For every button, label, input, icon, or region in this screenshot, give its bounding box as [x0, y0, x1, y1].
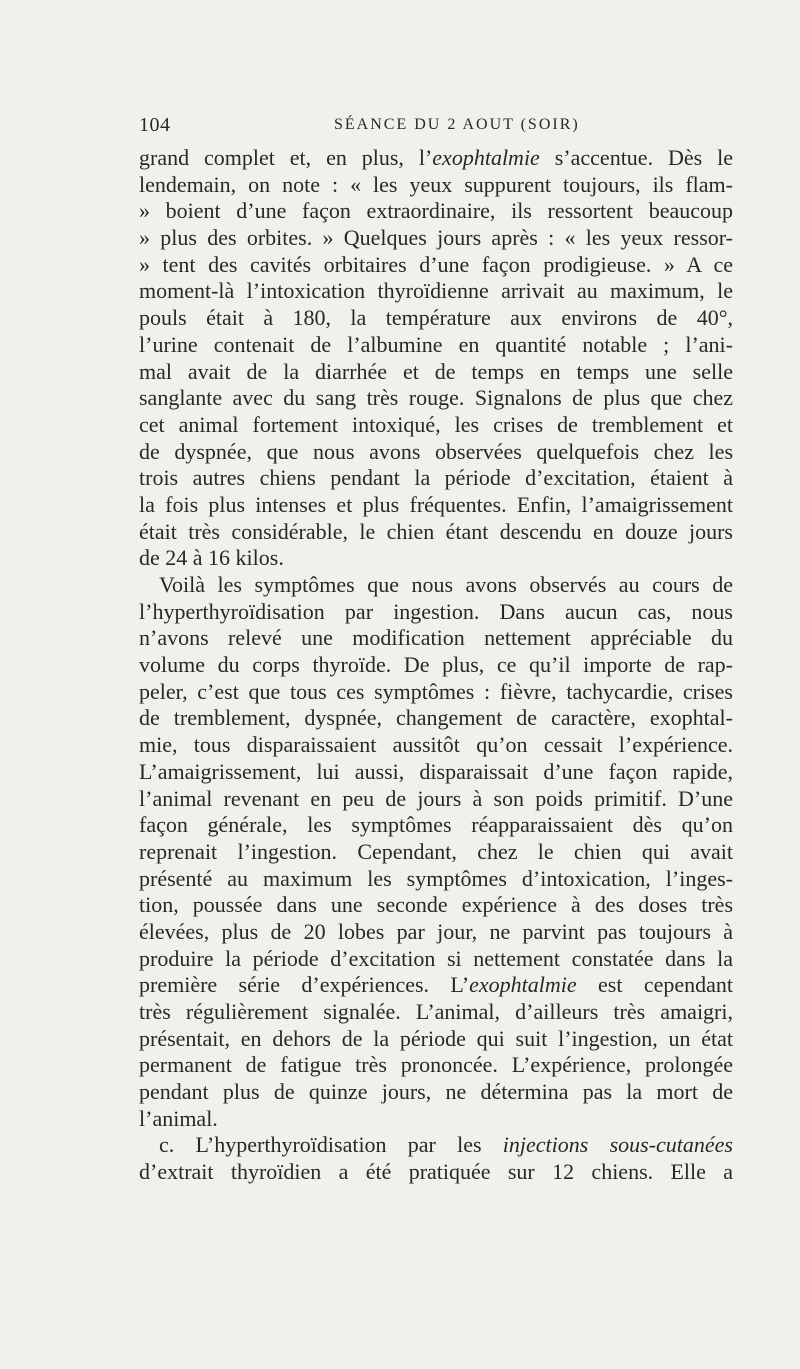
- text-line: pouls était à 180, la température aux environs de 40°,: [139, 305, 733, 331]
- text-line: volume du corps thyroïde. De plus, ce qu’il importe de rap-: [139, 652, 733, 678]
- text-line: l’hyperthyroïdisation par ingestion. Dans aucun cas, nous: [139, 598, 733, 624]
- text-line: sanglante avec du sang très rouge. Signalons de plus que chez: [139, 385, 733, 411]
- text-line: la fois plus intenses et plus fréquentes. Enfin, l’amaigrissement: [139, 491, 733, 517]
- text-line: de dyspnée, que nous avons observées quelquefois chez les: [139, 438, 733, 464]
- page-header: [139, 114, 733, 138]
- text-line: mal avait de la diarrhée et de temps en temps une selle: [139, 358, 733, 384]
- text-line: présentait, en dehors de la période qui suit l’ingestion, un état: [139, 1025, 733, 1051]
- text-line: trois autres chiens pendant la période d’excitation, étaient à: [139, 465, 733, 491]
- running-head: SÉANCE DU 2 AOUT (SOIR): [334, 116, 580, 133]
- text-line: c. L’hyperthyroïdisation par les injections sous-cutanées: [159, 1132, 733, 1158]
- text-line: grand complet et, en plus, l’exophtalmie s’accentue. Dès le: [139, 145, 733, 170]
- text-line: de 24 à 16 kilos.: [139, 545, 284, 571]
- text-line: reprenait l’ingestion. Cependant, chez le chien qui avait: [139, 838, 733, 864]
- text-line: l’urine contenait de l’albumine en quantité notable ; l’ani-: [139, 331, 733, 357]
- text-line: de tremblement, dyspnée, changement de caractère, exophtal-: [139, 705, 733, 731]
- text-line: L’amaigrissement, lui aussi, disparaissait d’une façon rapide,: [139, 758, 733, 784]
- text-line: cet animal fortement intoxiqué, les crises de tremblement et: [139, 411, 733, 437]
- text-line: » plus des orbites. » Quelques jours après : « les yeux ressor-: [139, 225, 733, 251]
- text-line: d’extrait thyroïdien a été pratiquée sur 12 chiens. Elle a: [139, 1159, 733, 1185]
- text-line: très régulièrement signalée. L’animal, d’ailleurs très amaigri,: [139, 999, 733, 1024]
- text-line: présenté au maximum les symptômes d’intoxication, l’inges-: [139, 865, 733, 891]
- text-line: première série d’expériences. L’exophtalmie est cependant: [139, 972, 733, 998]
- text-line: Voilà les symptômes que nous avons observés au cours de: [159, 572, 733, 597]
- body-text: [139, 145, 733, 1186]
- text-line: moment-là l’intoxication thyroïdienne arrivait au maximum, le: [139, 278, 733, 304]
- text-line: élevées, plus de 20 lobes par jour, ne parvint pas toujours à: [139, 918, 733, 944]
- text-line: lendemain, on note : « les yeux suppurent toujours, ils flam-: [139, 171, 733, 197]
- text-line: mie, tous disparaissaient aussitôt qu’on cessait l’expérience.: [139, 732, 733, 758]
- text-line: » tent des cavités orbitaires d’une façon prodigieuse. » A ce: [139, 251, 733, 277]
- text-line: peler, c’est que tous ces symptômes : fièvre, tachycardie, crises: [139, 678, 733, 704]
- text-line: » boient d’une façon extraordinaire, ils ressortent beaucoup: [139, 198, 733, 224]
- text-line: façon générale, les symptômes réapparaissaient dès qu’on: [139, 812, 733, 838]
- text-line: produire la période d’excitation si nettement constatée dans la: [139, 945, 733, 971]
- page-number: 104: [139, 114, 171, 136]
- text-line: n’avons relevé une modification nettement appréciable du: [139, 625, 733, 651]
- text-line: pendant plus de quinze jours, ne détermina pas la mort de: [139, 1079, 733, 1105]
- text-line: tion, poussée dans une seconde expérience à des doses très: [139, 892, 733, 918]
- text-line: l’animal.: [139, 1105, 218, 1131]
- text-line: l’animal revenant en peu de jours à son poids primitif. D’une: [139, 785, 733, 811]
- text-line: permanent de fatigue très prononcée. L’expérience, prolongée: [139, 1052, 733, 1078]
- text-line: était très considérable, le chien étant descendu en douze jours: [139, 518, 733, 544]
